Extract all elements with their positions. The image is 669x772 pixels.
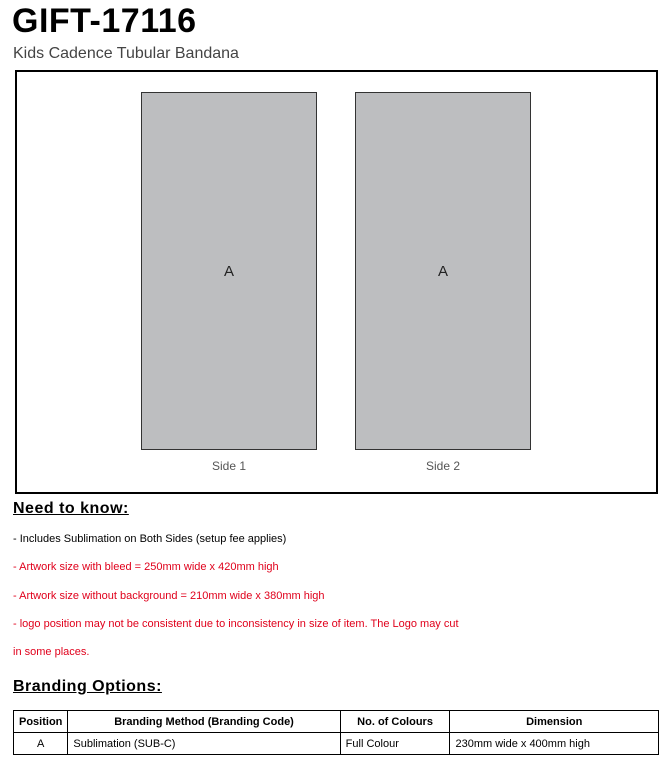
table-header-row [14,711,659,733]
product-name: Kids Cadence Tubular Bandana [13,45,239,62]
branding-table [13,710,659,755]
side-2-position-letter: A [437,263,448,280]
branding-options-heading: Branding Options: [13,678,162,695]
note-item: - logo position may not be consistent due to inconsistency in size of item. The Logo may cut [13,618,459,630]
artwork-diagram [15,70,658,494]
need-to-know-heading: Need to know: [13,500,129,517]
side-1-panel [141,92,317,450]
side-2-panel [355,92,531,450]
cell-colours: Full Colour [340,733,450,755]
cell-position: A [14,733,68,755]
note-item: - Artwork size without background = 210mm wide x 380mm high [13,590,325,602]
product-code: GIFT-17116 [12,2,197,40]
column-header-colours: No. of Colours [340,711,450,733]
column-header-dimension: Dimension [450,711,659,733]
note-item: in some places. [13,646,90,658]
table-row [14,733,659,755]
side-1-label: Side 1 [211,459,247,473]
note-item: - Includes Sublimation on Both Sides (setup fee applies) [13,533,287,545]
note-item: - Artwork size with bleed = 250mm wide x 420mm high [13,561,279,573]
column-header-position: Position [14,711,68,733]
side-2-label: Side 2 [425,459,461,473]
side-1-position-letter: A [223,263,234,280]
cell-method: Sublimation (SUB-C) [68,733,340,755]
cell-dimension: 230mm wide x 400mm high [450,733,659,755]
column-header-method: Branding Method (Branding Code) [68,711,340,733]
